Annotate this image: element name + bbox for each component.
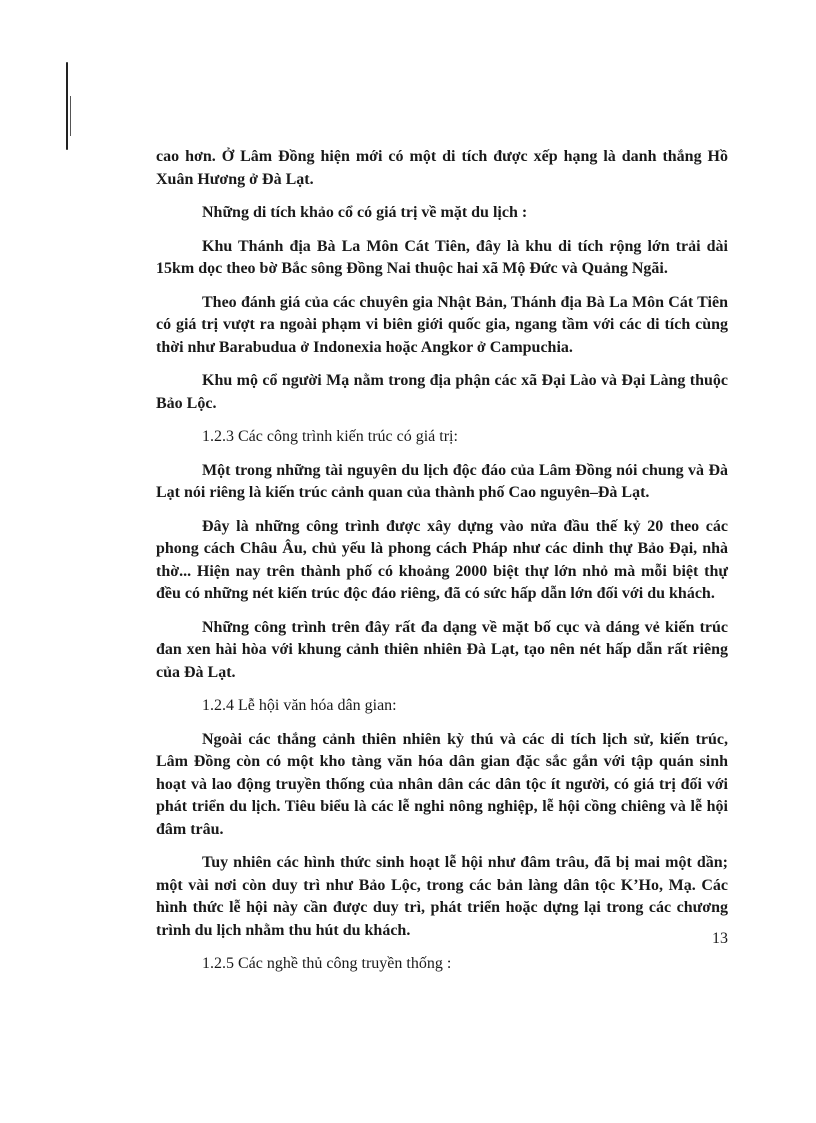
section-heading-1-2-5: 1.2.5 Các nghề thủ công truyền thống : — [202, 955, 452, 972]
paragraph-intro: cao hơn. Ở Lâm Đồng hiện mới có một di tích được xếp hạng là danh thắng Hồ Xuân Hương ở Đà Lạt. — [156, 148, 728, 188]
paragraph-expert-assessment: Theo đánh giá của các chuyên gia Nhật Bản, Thánh địa Bà La Môn Cát Tiên có giá trị vượt ra ngoài phạm vi biên giới quốc gia, ngang tầm với các di tích cùng thời như Barabudua ở Indonexia hoặc Angkor ở Campuchia. — [156, 293, 728, 356]
section-heading-1-2-3: 1.2.3 Các công trình kiến trúc có giá trị: — [202, 428, 458, 445]
page-body — [156, 146, 728, 987]
paragraph-folk-culture: Ngoài các thắng cảnh thiên nhiên kỳ thú và các di tích lịch sử, kiến trúc, Lâm Đồng còn có một kho tàng văn hóa dân gian đặc sắc gắn với tập quán sinh hoạt và lao động truyền thống của nhân dân các dân tộc ít người, có giá trị đối với phát triển du lịch. Tiêu biểu là các lễ nghi nông nghiệp, lễ hội cồng chiêng và lễ hội đâm trâu. — [156, 730, 728, 838]
page-number: 13 — [712, 930, 728, 947]
scan-margin-mark — [66, 62, 68, 150]
paragraph-cat-tien: Khu Thánh địa Bà La Môn Cát Tiên, đây là khu di tích rộng lớn trải dài 15km dọc theo bờ Bắc sông Đồng Nai thuộc hai xã Mộ Đức và Quảng Ngãi. — [156, 237, 728, 277]
paragraph-festivals: Tuy nhiên các hình thức sinh hoạt lễ hội như đâm trâu, đã bị mai một dần; một vài nơi còn duy trì như Bảo Lộc, trong các bản làng dân tộc K’Ho, Mạ. Các hình thức lễ hội này cần được duy trì, phát triển hoặc dựng lại trong các chương trình du lịch nhằm thu hút du khách. — [156, 854, 728, 939]
paragraph-european-style: Đây là những công trình được xây dựng vào nửa đầu thế kỷ 20 theo các phong cách Châu Âu, chủ yếu là phong cách Pháp như các dinh thự Bảo Đại, nhà thờ... Hiện nay trên thành phố có khoảng 2000 biệt thự lớn nhỏ mà mỗi biệt thự đều có những nét kiến trúc độc đáo riêng, đã có sức hấp dẫn lớn đối với du khách. — [156, 517, 728, 602]
scan-margin-mark-inner — [70, 96, 71, 136]
paragraph-archaeology-intro: Những di tích khảo cổ có giá trị về mặt du lịch : — [202, 204, 528, 221]
paragraph-diverse-layout: Những công trình trên đây rất đa dạng về mặt bố cục và dáng vẻ kiến trúc đan xen hài hòa với khung cảnh thiên nhiên Đà Lạt, tạo nên nét hấp dẫn rất riêng của Đà Lạt. — [156, 618, 728, 681]
section-heading-1-2-4: 1.2.4 Lễ hội văn hóa dân gian: — [202, 697, 397, 714]
paragraph-ma-tombs: Khu mộ cổ người Mạ nằm trong địa phận các xã Đại Lào và Đại Làng thuộc Bảo Lộc. — [156, 372, 728, 412]
paragraph-architecture: Một trong những tài nguyên du lịch độc đáo của Lâm Đồng nói chung và Đà Lạt nói riêng là kiến trúc cảnh quan của thành phố Cao nguyên–Đà Lạt. — [156, 461, 728, 501]
